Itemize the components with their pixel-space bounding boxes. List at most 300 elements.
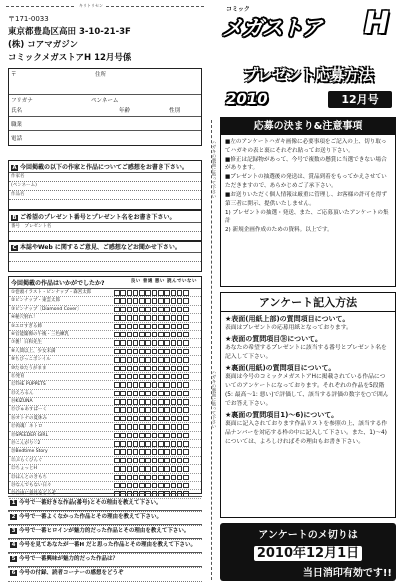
rating-checkbox[interactable]: [183, 357, 189, 363]
rating-checkbox[interactable]: [133, 416, 139, 422]
rating-checkbox[interactable]: [164, 466, 170, 472]
rating-checkbox[interactable]: [183, 307, 189, 313]
rating-checkbox[interactable]: [158, 433, 164, 439]
rating-checkbox[interactable]: [177, 290, 183, 296]
rating-checkbox[interactable]: [133, 290, 139, 296]
rating-checkbox[interactable]: [158, 366, 164, 372]
rating-checkbox[interactable]: [177, 382, 183, 388]
rating-checkbox[interactable]: [120, 441, 126, 447]
rating-checkbox[interactable]: [158, 416, 164, 422]
rating-checkbox[interactable]: [139, 382, 145, 388]
rating-checkbox[interactable]: [171, 374, 177, 380]
rating-checkbox[interactable]: [183, 483, 189, 489]
rating-checkbox[interactable]: [120, 366, 126, 372]
rating-checkbox[interactable]: [120, 307, 126, 313]
rating-checkbox[interactable]: [171, 449, 177, 455]
rating-checkbox[interactable]: [114, 324, 120, 330]
rating-checkbox[interactable]: [133, 424, 139, 430]
rating-checkbox[interactable]: [177, 416, 183, 422]
rating-checkbox[interactable]: [164, 324, 170, 330]
rating-checkbox[interactable]: [158, 449, 164, 455]
rating-checkbox[interactable]: [133, 382, 139, 388]
rating-checkbox[interactable]: [152, 399, 158, 405]
rating-checkbox[interactable]: [133, 332, 139, 338]
rating-checkbox[interactable]: [177, 340, 183, 346]
rating-checkbox[interactable]: [164, 366, 170, 372]
rating-checkbox[interactable]: [164, 483, 170, 489]
rating-checkbox[interactable]: [120, 374, 126, 380]
rating-checkbox[interactable]: [152, 449, 158, 455]
rating-checkbox[interactable]: [164, 290, 170, 296]
rating-checkbox[interactable]: [158, 315, 164, 321]
rating-checkbox[interactable]: [145, 441, 151, 447]
rating-checkbox[interactable]: [127, 424, 133, 430]
name-row[interactable]: [9, 95, 201, 117]
rating-checkbox[interactable]: [171, 391, 177, 397]
rating-checkbox[interactable]: [177, 324, 183, 330]
rating-checkbox[interactable]: [120, 324, 126, 330]
rating-checkbox[interactable]: [133, 357, 139, 363]
rating-checkbox[interactable]: [114, 357, 120, 363]
rating-checkbox[interactable]: [127, 399, 133, 405]
rating-checkbox[interactable]: [114, 407, 120, 413]
rating-checkbox[interactable]: [120, 340, 126, 346]
rating-checkbox[interactable]: [171, 290, 177, 296]
rating-checkbox[interactable]: [152, 441, 158, 447]
rating-checkbox[interactable]: [127, 332, 133, 338]
rating-checkbox[interactable]: [139, 290, 145, 296]
rating-checkbox[interactable]: [164, 399, 170, 405]
rating-checkbox[interactable]: [171, 382, 177, 388]
rating-checkbox[interactable]: [164, 357, 170, 363]
rating-checkbox[interactable]: [139, 399, 145, 405]
rating-checkbox[interactable]: [183, 366, 189, 372]
rating-checkbox[interactable]: [177, 298, 183, 304]
occupation-row[interactable]: [9, 117, 201, 131]
rating-checkbox[interactable]: [114, 332, 120, 338]
rating-checkbox[interactable]: [114, 433, 120, 439]
rating-checkbox[interactable]: [133, 458, 139, 464]
rating-checkbox[interactable]: [183, 449, 189, 455]
rating-checkbox[interactable]: [127, 433, 133, 439]
rating-checkbox[interactable]: [145, 433, 151, 439]
question-a-line[interactable]: 作家名: [9, 173, 201, 182]
rating-checkbox[interactable]: [133, 374, 139, 380]
rating-checkbox[interactable]: [120, 290, 126, 296]
rating-checkbox[interactable]: [114, 340, 120, 346]
rating-checkbox[interactable]: [114, 391, 120, 397]
rating-checkbox[interactable]: [164, 424, 170, 430]
rating-checkbox[interactable]: [133, 466, 139, 472]
rating-checkbox[interactable]: [127, 357, 133, 363]
rating-checkbox[interactable]: [171, 399, 177, 405]
rating-checkbox[interactable]: [152, 391, 158, 397]
rating-checkbox[interactable]: [164, 374, 170, 380]
rating-checkbox[interactable]: [183, 290, 189, 296]
rating-checkbox[interactable]: [164, 307, 170, 313]
rating-checkbox[interactable]: [145, 458, 151, 464]
rating-checkbox[interactable]: [133, 349, 139, 355]
rating-checkbox[interactable]: [133, 391, 139, 397]
rating-checkbox[interactable]: [158, 382, 164, 388]
rating-checkbox[interactable]: [139, 475, 145, 481]
rating-checkbox[interactable]: [114, 349, 120, 355]
rating-checkbox[interactable]: [171, 324, 177, 330]
rating-checkbox[interactable]: [177, 424, 183, 430]
rating-checkbox[interactable]: [120, 357, 126, 363]
rating-checkbox[interactable]: [133, 315, 139, 321]
rating-checkbox[interactable]: [127, 298, 133, 304]
question-c-line[interactable]: [9, 262, 201, 271]
rating-checkbox[interactable]: [120, 458, 126, 464]
rating-checkbox[interactable]: [171, 315, 177, 321]
rating-checkbox[interactable]: [164, 298, 170, 304]
rating-checkbox[interactable]: [127, 374, 133, 380]
rating-checkbox[interactable]: [152, 349, 158, 355]
rating-checkbox[interactable]: [158, 391, 164, 397]
rating-checkbox[interactable]: [139, 466, 145, 472]
rating-checkbox[interactable]: [139, 483, 145, 489]
rating-checkbox[interactable]: [183, 382, 189, 388]
rating-checkbox[interactable]: [158, 298, 164, 304]
rating-checkbox[interactable]: [133, 407, 139, 413]
rating-checkbox[interactable]: [114, 399, 120, 405]
rating-checkbox[interactable]: [145, 416, 151, 422]
rating-checkbox[interactable]: [139, 349, 145, 355]
rating-checkbox[interactable]: [183, 416, 189, 422]
rating-checkbox[interactable]: [158, 441, 164, 447]
rating-checkbox[interactable]: [139, 449, 145, 455]
rating-checkbox[interactable]: [164, 416, 170, 422]
rating-checkbox[interactable]: [120, 315, 126, 321]
rating-checkbox[interactable]: [171, 357, 177, 363]
rating-checkbox[interactable]: [127, 366, 133, 372]
rating-checkbox[interactable]: [158, 407, 164, 413]
question-c-line[interactable]: [9, 253, 201, 262]
rating-checkbox[interactable]: [139, 374, 145, 380]
rating-checkbox[interactable]: [164, 340, 170, 346]
rating-checkbox[interactable]: [158, 332, 164, 338]
rating-checkbox[interactable]: [120, 424, 126, 430]
rating-checkbox[interactable]: [183, 391, 189, 397]
rating-checkbox[interactable]: [152, 290, 158, 296]
rating-checkbox[interactable]: [114, 416, 120, 422]
rating-checkbox[interactable]: [183, 340, 189, 346]
rating-checkbox[interactable]: [127, 290, 133, 296]
rating-checkbox[interactable]: [171, 298, 177, 304]
rating-checkbox[interactable]: [114, 290, 120, 296]
rating-checkbox[interactable]: [152, 483, 158, 489]
rating-checkbox[interactable]: [120, 433, 126, 439]
rating-checkbox[interactable]: [183, 407, 189, 413]
rating-checkbox[interactable]: [158, 483, 164, 489]
rating-checkbox[interactable]: [114, 449, 120, 455]
rating-checkbox[interactable]: [139, 357, 145, 363]
rating-checkbox[interactable]: [127, 441, 133, 447]
rating-checkbox[interactable]: [127, 391, 133, 397]
rating-checkbox[interactable]: [127, 458, 133, 464]
rating-checkbox[interactable]: [133, 399, 139, 405]
rating-checkbox[interactable]: [114, 374, 120, 380]
rating-checkbox[interactable]: [152, 340, 158, 346]
rating-checkbox[interactable]: [152, 407, 158, 413]
rating-checkbox[interactable]: [145, 374, 151, 380]
rating-checkbox[interactable]: [152, 466, 158, 472]
rating-checkbox[interactable]: [171, 416, 177, 422]
rating-checkbox[interactable]: [152, 475, 158, 481]
rating-checkbox[interactable]: [133, 483, 139, 489]
rating-checkbox[interactable]: [139, 433, 145, 439]
rating-checkbox[interactable]: [145, 449, 151, 455]
rating-checkbox[interactable]: [114, 466, 120, 472]
rating-checkbox[interactable]: [183, 475, 189, 481]
rating-checkbox[interactable]: [145, 399, 151, 405]
rating-checkbox[interactable]: [145, 466, 151, 472]
rating-checkbox[interactable]: [152, 324, 158, 330]
rating-checkbox[interactable]: [177, 399, 183, 405]
rating-checkbox[interactable]: [164, 349, 170, 355]
rating-checkbox[interactable]: [145, 475, 151, 481]
phone-row[interactable]: [9, 131, 201, 145]
rating-checkbox[interactable]: [114, 307, 120, 313]
rating-checkbox[interactable]: [139, 340, 145, 346]
rating-checkbox[interactable]: [177, 366, 183, 372]
rating-checkbox[interactable]: [171, 340, 177, 346]
rating-checkbox[interactable]: [158, 466, 164, 472]
rating-checkbox[interactable]: [145, 340, 151, 346]
rating-checkbox[interactable]: [158, 424, 164, 430]
rating-checkbox[interactable]: [120, 399, 126, 405]
rating-checkbox[interactable]: [120, 416, 126, 422]
rating-checkbox[interactable]: [171, 441, 177, 447]
rating-checkbox[interactable]: [183, 332, 189, 338]
rating-checkbox[interactable]: [133, 433, 139, 439]
rating-checkbox[interactable]: [171, 366, 177, 372]
rating-checkbox[interactable]: [158, 324, 164, 330]
rating-checkbox[interactable]: [158, 475, 164, 481]
rating-checkbox[interactable]: [133, 475, 139, 481]
rating-checkbox[interactable]: [177, 374, 183, 380]
rating-checkbox[interactable]: [145, 298, 151, 304]
rating-checkbox[interactable]: [177, 391, 183, 397]
rating-checkbox[interactable]: [120, 332, 126, 338]
rating-checkbox[interactable]: [114, 382, 120, 388]
question-a-line[interactable]: [9, 200, 201, 209]
rating-checkbox[interactable]: [127, 315, 133, 321]
rating-checkbox[interactable]: [152, 366, 158, 372]
rating-checkbox[interactable]: [145, 424, 151, 430]
rating-checkbox[interactable]: [127, 340, 133, 346]
rating-checkbox[interactable]: [158, 340, 164, 346]
rating-checkbox[interactable]: [145, 382, 151, 388]
rating-checkbox[interactable]: [152, 382, 158, 388]
rating-checkbox[interactable]: [133, 340, 139, 346]
rating-checkbox[interactable]: [127, 475, 133, 481]
rating-checkbox[interactable]: [145, 307, 151, 313]
rating-checkbox[interactable]: [152, 433, 158, 439]
rating-checkbox[interactable]: [127, 307, 133, 313]
rating-checkbox[interactable]: [114, 483, 120, 489]
question-a-line[interactable]: (ペンネーム): [9, 182, 201, 191]
rating-checkbox[interactable]: [164, 433, 170, 439]
rating-checkbox[interactable]: [164, 458, 170, 464]
rating-checkbox[interactable]: [164, 382, 170, 388]
rating-checkbox[interactable]: [177, 483, 183, 489]
rating-checkbox[interactable]: [139, 424, 145, 430]
rating-checkbox[interactable]: [171, 407, 177, 413]
rating-checkbox[interactable]: [183, 324, 189, 330]
rating-checkbox[interactable]: [120, 382, 126, 388]
rating-checkbox[interactable]: [152, 416, 158, 422]
rating-checkbox[interactable]: [120, 407, 126, 413]
rating-checkbox[interactable]: [164, 475, 170, 481]
rating-checkbox[interactable]: [158, 349, 164, 355]
rating-checkbox[interactable]: [152, 307, 158, 313]
rating-checkbox[interactable]: [183, 441, 189, 447]
rating-checkbox[interactable]: [164, 441, 170, 447]
rating-checkbox[interactable]: [177, 441, 183, 447]
rating-checkbox[interactable]: [177, 349, 183, 355]
rating-checkbox[interactable]: [152, 315, 158, 321]
rating-checkbox[interactable]: [133, 324, 139, 330]
rating-checkbox[interactable]: [164, 407, 170, 413]
rating-checkbox[interactable]: [171, 349, 177, 355]
address-row[interactable]: [9, 69, 201, 95]
rating-checkbox[interactable]: [171, 307, 177, 313]
rating-checkbox[interactable]: [183, 399, 189, 405]
rating-checkbox[interactable]: [152, 424, 158, 430]
rating-checkbox[interactable]: [183, 315, 189, 321]
rating-checkbox[interactable]: [171, 483, 177, 489]
rating-checkbox[interactable]: [152, 374, 158, 380]
rating-checkbox[interactable]: [171, 332, 177, 338]
rating-checkbox[interactable]: [139, 324, 145, 330]
rating-checkbox[interactable]: [158, 399, 164, 405]
rating-checkbox[interactable]: [158, 374, 164, 380]
rating-checkbox[interactable]: [145, 290, 151, 296]
rating-checkbox[interactable]: [133, 449, 139, 455]
rating-checkbox[interactable]: [152, 458, 158, 464]
rating-checkbox[interactable]: [127, 483, 133, 489]
rating-checkbox[interactable]: [171, 475, 177, 481]
rating-checkbox[interactable]: [120, 466, 126, 472]
rating-checkbox[interactable]: [139, 366, 145, 372]
rating-checkbox[interactable]: [127, 449, 133, 455]
rating-checkbox[interactable]: [145, 332, 151, 338]
rating-checkbox[interactable]: [171, 466, 177, 472]
rating-checkbox[interactable]: [158, 307, 164, 313]
rating-checkbox[interactable]: [114, 441, 120, 447]
rating-checkbox[interactable]: [120, 298, 126, 304]
rating-checkbox[interactable]: [139, 315, 145, 321]
rating-checkbox[interactable]: [171, 424, 177, 430]
rating-checkbox[interactable]: [164, 332, 170, 338]
rating-checkbox[interactable]: [114, 315, 120, 321]
rating-checkbox[interactable]: [127, 349, 133, 355]
rating-checkbox[interactable]: [139, 441, 145, 447]
rating-checkbox[interactable]: [139, 307, 145, 313]
rating-checkbox[interactable]: [171, 458, 177, 464]
rating-checkbox[interactable]: [114, 366, 120, 372]
rating-checkbox[interactable]: [177, 449, 183, 455]
rating-checkbox[interactable]: [145, 366, 151, 372]
rating-checkbox[interactable]: [164, 315, 170, 321]
rating-checkbox[interactable]: [133, 307, 139, 313]
rating-checkbox[interactable]: [164, 391, 170, 397]
rating-checkbox[interactable]: [183, 374, 189, 380]
rating-checkbox[interactable]: [183, 466, 189, 472]
rating-checkbox[interactable]: [114, 424, 120, 430]
rating-checkbox[interactable]: [171, 433, 177, 439]
rating-checkbox[interactable]: [145, 391, 151, 397]
rating-checkbox[interactable]: [158, 290, 164, 296]
rating-checkbox[interactable]: [139, 332, 145, 338]
rating-checkbox[interactable]: [139, 391, 145, 397]
rating-checkbox[interactable]: [114, 475, 120, 481]
rating-checkbox[interactable]: [177, 458, 183, 464]
rating-checkbox[interactable]: [145, 407, 151, 413]
rating-checkbox[interactable]: [177, 475, 183, 481]
rating-checkbox[interactable]: [127, 416, 133, 422]
rating-checkbox[interactable]: [127, 407, 133, 413]
rating-checkbox[interactable]: [120, 483, 126, 489]
rating-checkbox[interactable]: [145, 483, 151, 489]
rating-checkbox[interactable]: [127, 324, 133, 330]
rating-checkbox[interactable]: [114, 298, 120, 304]
question-a-line[interactable]: 作品名: [9, 191, 201, 200]
rating-checkbox[interactable]: [114, 458, 120, 464]
rating-checkbox[interactable]: [133, 298, 139, 304]
rating-checkbox[interactable]: [183, 433, 189, 439]
rating-checkbox[interactable]: [183, 298, 189, 304]
rating-checkbox[interactable]: [177, 332, 183, 338]
rating-checkbox[interactable]: [152, 332, 158, 338]
rating-checkbox[interactable]: [145, 315, 151, 321]
rating-checkbox[interactable]: [177, 315, 183, 321]
open-question-answer-line[interactable]: [8, 577, 202, 582]
rating-checkbox[interactable]: [177, 357, 183, 363]
rating-checkbox[interactable]: [145, 324, 151, 330]
rating-checkbox[interactable]: [127, 382, 133, 388]
rating-checkbox[interactable]: [139, 416, 145, 422]
rating-checkbox[interactable]: [177, 407, 183, 413]
question-b-line[interactable]: [9, 223, 201, 232]
rating-checkbox[interactable]: [120, 391, 126, 397]
rating-checkbox[interactable]: [139, 407, 145, 413]
rating-checkbox[interactable]: [145, 357, 151, 363]
rating-checkbox[interactable]: [120, 349, 126, 355]
rating-checkbox[interactable]: [183, 349, 189, 355]
rating-checkbox[interactable]: [120, 475, 126, 481]
rating-checkbox[interactable]: [158, 458, 164, 464]
rating-checkbox[interactable]: [183, 424, 189, 430]
rating-checkbox[interactable]: [183, 458, 189, 464]
rating-checkbox[interactable]: [164, 449, 170, 455]
rating-checkbox[interactable]: [145, 349, 151, 355]
rating-checkbox[interactable]: [127, 466, 133, 472]
rating-checkbox[interactable]: [158, 357, 164, 363]
rating-checkbox[interactable]: [133, 366, 139, 372]
rating-checkbox[interactable]: [177, 466, 183, 472]
rating-checkbox[interactable]: [120, 449, 126, 455]
rating-checkbox[interactable]: [133, 441, 139, 447]
rating-checkbox[interactable]: [177, 433, 183, 439]
rating-checkbox[interactable]: [177, 307, 183, 313]
rating-checkbox[interactable]: [152, 298, 158, 304]
rating-checkbox[interactable]: [152, 357, 158, 363]
rating-checkbox[interactable]: [139, 298, 145, 304]
rating-checkbox[interactable]: [139, 458, 145, 464]
